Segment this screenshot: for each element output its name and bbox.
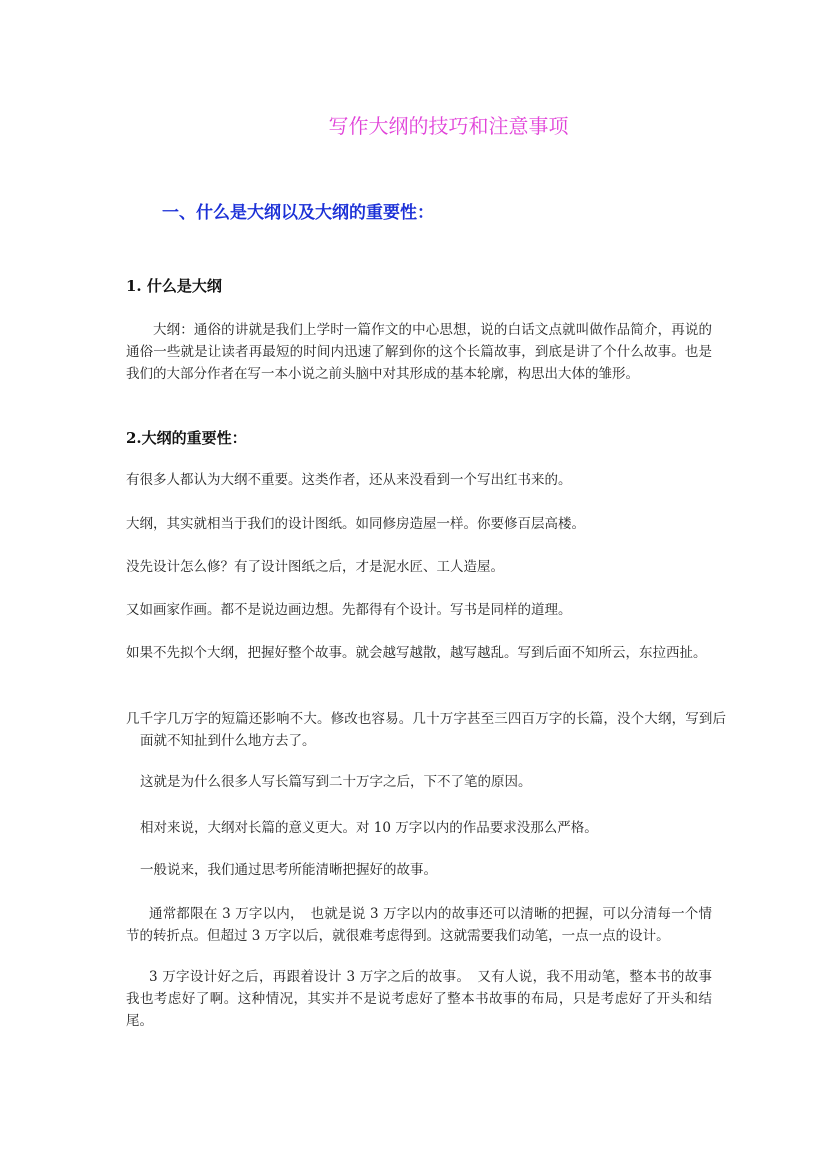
- paragraph-7: 这就是为什么很多人写长篇写到二十万字之后，下不了笔的原因。: [140, 774, 532, 790]
- paragraph-10: 通常都限在 3 万字以内， 也就是说 3 万字以内的故事还可以清晰的把握，可以分清每一个情节的转折点。但超过 3 万字以后，就很难考虑得到。这就需要我们动笔，一点一点的设计。: [126, 906, 712, 944]
- paragraph-outline-definition: 大纲：通俗的讲就是我们上学时一篇作文的中心思想，说的白话文点就叫做作品简介，再说的通俗一些就是让读者再最短的时间内迅速了解到你的这个长篇故事，到底是讲了个什么故事。也是我们的大部分作者在写一本小说之前头脑中对其形成的基本轮廓，构思出大体的雏形。: [126, 322, 712, 382]
- subheading-what-is-outline: 1. 什么是大纲: [126, 277, 222, 295]
- section-heading-1: 一、什么是大纲以及大纲的重要性：: [162, 203, 434, 223]
- document-title: 写作大纲的技巧和注意事项: [328, 114, 569, 138]
- paragraph-3: 没先设计怎么修？有了设计图纸之后，才是泥水匠、工人造屋。: [126, 559, 504, 575]
- paragraph-8: 相对来说，大纲对长篇的意义更大。对 10 万字以内的作品要求没那么严格。: [140, 820, 598, 836]
- paragraph-1: 有很多人都认为大纲不重要。这类作者，还从来没看到一个写出红书来的。: [126, 472, 572, 488]
- paragraph-2: 大纲，其实就相当于我们的设计图纸。如同修房造屋一样。你要修百层高楼。: [126, 516, 585, 532]
- subheading-importance: 2.大纲的重要性：: [126, 429, 247, 447]
- paragraph-11: 3 万字设计好之后，再跟着设计 3 万字之后的故事。 又有人说，我不用动笔，整本书的故事我也考虑好了啊。这种情况，其实并不是说考虑好了整本书故事的布局，只是考虑好了开头和结尾。: [126, 969, 712, 1029]
- paragraph-9: 一般说来，我们通过思考所能清晰把握好的故事。: [140, 862, 437, 878]
- paragraph-4: 又如画家作画。都不是说边画边想。先都得有个设计。写书是同样的道理。: [126, 602, 572, 618]
- paragraph-5: 如果不先拟个大纲，把握好整个故事。就会越写越散，越写越乱。写到后面不知所云，东拉西扯。: [126, 645, 707, 661]
- paragraph-6: 几千字几万字的短篇还影响不大。修改也容易。几十万字甚至三四百万字的长篇，没个大纲，写到后面就不知扯到什么地方去了。: [126, 711, 726, 749]
